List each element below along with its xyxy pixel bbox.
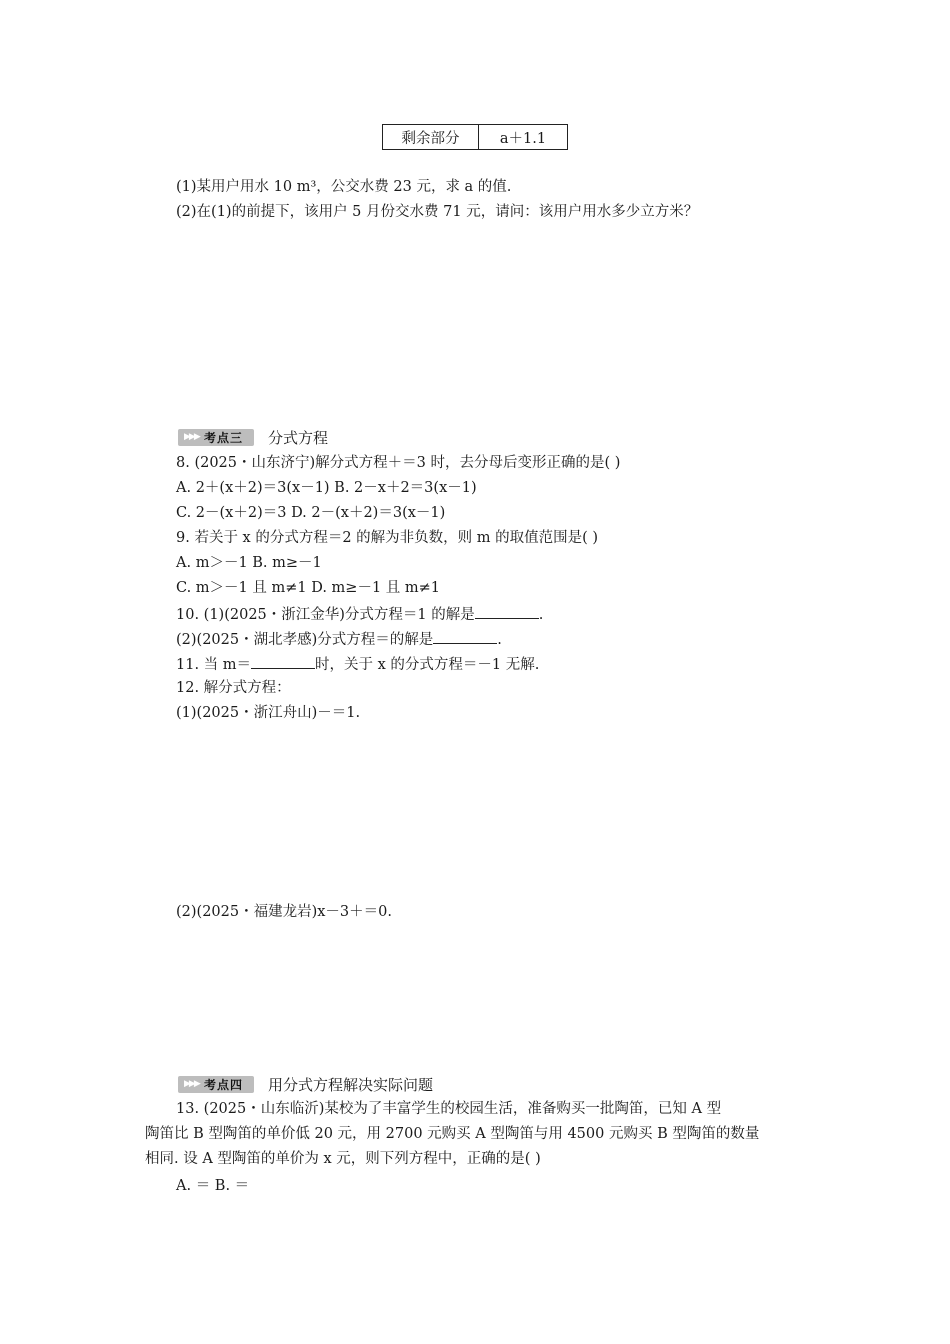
q12-stem: 12. 解分式方程：	[176, 680, 291, 696]
q13-line2: 陶笛比 B 型陶笛的单价低 20 元，用 2700 元购买 A 型陶笛与用 4500 元购买 B 型陶笛的数量	[145, 1126, 760, 1142]
q13-options: A. ＝ B. ＝	[176, 1178, 250, 1194]
answer-blank	[433, 629, 497, 644]
answer-blank	[475, 604, 539, 619]
q7-sub2: (2)在(1)的前提下，该用户 5 月份交水费 71 元，请问：该用户用水多少立方米？	[176, 204, 699, 220]
section-3-badge: ▶▶▶ 考点三	[178, 429, 254, 446]
q11: 11. 当 m＝ 时，关于 x 的分式方程＝－1 无解.	[176, 654, 539, 674]
q10-part1: 10. (1)(2025・浙江金华)分式方程＝1 的解是 .	[176, 604, 543, 624]
q13-line1: 13. (2025・山东临沂)某校为了丰富学生的校园生活，准备购买一批陶笛，已知 A 型	[176, 1101, 722, 1117]
answer-blank	[251, 654, 315, 669]
q9-stem: 9. 若关于 x 的分式方程＝2 的解为非负数，则 m 的取值范围是( )	[176, 530, 599, 546]
q8-stem: 8. (2025・山东济宁)解分式方程＋＝3 时，去分母后变形正确的是( )	[176, 455, 621, 471]
section-3-header	[178, 426, 328, 448]
remainder-table	[382, 124, 568, 150]
q12-sub1: (1)(2025・浙江舟山)－＝1.	[176, 705, 361, 721]
table-value-cell: a＋1.1	[479, 125, 568, 150]
q8-options-ab: A. 2＋(x＋2)＝3(x－1) B. 2－x＋2＝3(x－1)	[176, 480, 477, 496]
section-4-header	[178, 1073, 433, 1095]
q8-options-cd: C. 2－(x＋2)＝3 D. 2－(x＋2)＝3(x－1)	[176, 505, 446, 521]
section-3-title: 分式方程	[268, 428, 329, 447]
double-chevron-icon: ▶▶▶	[184, 432, 199, 442]
q12-sub2: (2)(2025・福建龙岩)x－3＋＝0.	[176, 904, 392, 920]
q10-part2: (2)(2025・湖北孝感)分式方程＝的解是 .	[176, 629, 502, 649]
q9-options-cd: C. m＞－1 且 m≠1 D. m≥－1 且 m≠1	[176, 580, 441, 596]
section-4-title: 用分式方程解决实际问题	[268, 1075, 434, 1094]
double-chevron-icon: ▶▶▶	[184, 1079, 199, 1089]
section-4-badge: ▶▶▶ 考点四	[178, 1076, 254, 1093]
q9-options-ab: A. m＞－1 B. m≥－1	[176, 555, 322, 571]
table-label-cell: 剩余部分	[383, 125, 479, 150]
q13-line3: 相同. 设 A 型陶笛的单价为 x 元，则下列方程中，正确的是( )	[145, 1151, 541, 1167]
q7-sub1: (1)某用户用水 10 m³，公交水费 23 元，求 a 的值.	[176, 179, 512, 195]
